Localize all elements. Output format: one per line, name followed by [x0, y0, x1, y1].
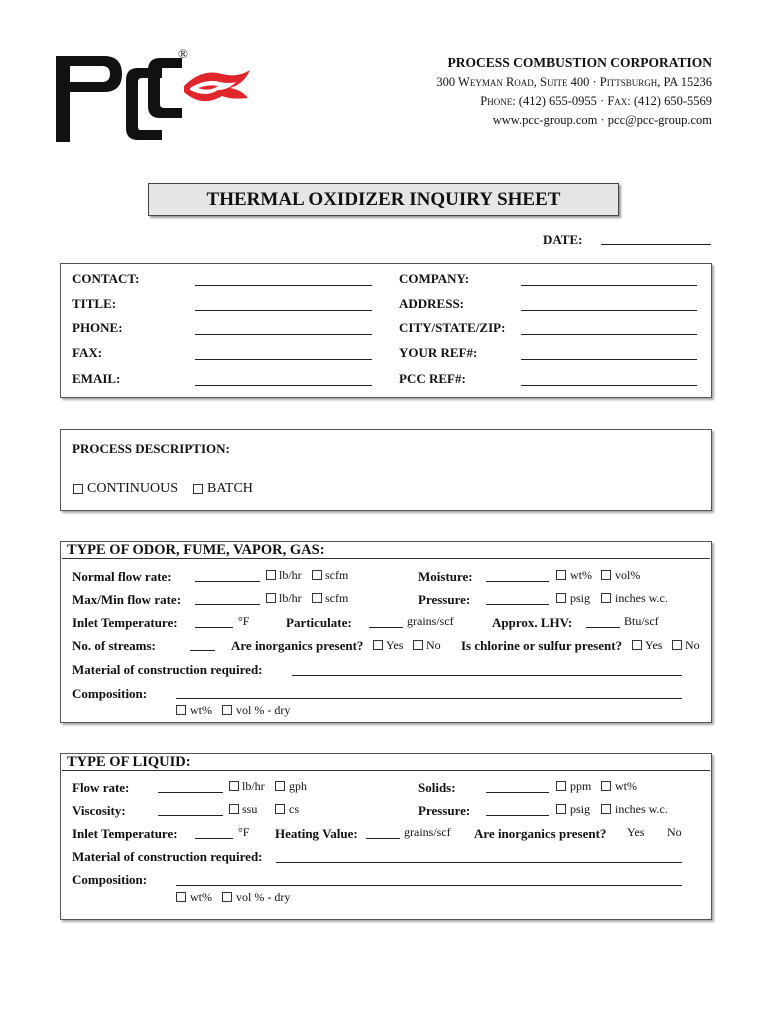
liquid-flow-field[interactable]	[158, 792, 223, 793]
chlorine-yes-label: Yes	[645, 638, 663, 652]
maxmin-scfm-label: scfm	[325, 591, 349, 605]
heating-value-label: Heating Value:	[275, 826, 358, 841]
company-phone-fax: Phone: (412) 655-0955 · Fax: (412) 650-5569	[480, 94, 712, 108]
gas-inorganics-yes-checkbox[interactable]	[373, 640, 383, 650]
form-title: THERMAL OXIDIZER INQUIRY SHEET	[206, 189, 561, 210]
liquid-composition-field[interactable]	[176, 885, 682, 886]
liquid-flow-label: Flow rate:	[72, 780, 130, 795]
liquid-psig-checkbox[interactable]	[556, 804, 566, 814]
chlorine-no-checkbox[interactable]	[672, 640, 682, 650]
maxmin-lbhr-label: lb/hr	[279, 591, 302, 605]
particulate-field[interactable]	[369, 627, 403, 628]
solids-label: Solids:	[418, 780, 456, 795]
fax-label: FAX:	[72, 345, 103, 360]
gas-pressure-label: Pressure:	[418, 592, 471, 607]
continuous-label: CONTINUOUS	[87, 481, 178, 496]
particulate-label: Particulate:	[286, 615, 352, 630]
gas-comp-wt-checkbox[interactable]	[176, 705, 186, 715]
lhv-unit: Btu/scf	[624, 614, 659, 628]
gas-material-label: Material of construction required:	[72, 662, 263, 677]
city-label: CITY/STATE/ZIP:	[399, 320, 506, 335]
liquid-comp-vol-label: vol % - dry	[236, 890, 291, 904]
gas-inches-checkbox[interactable]	[601, 593, 611, 603]
pcc-ref-field[interactable]	[521, 385, 697, 386]
gas-psig-label: psig	[570, 591, 591, 605]
form-title-bar	[148, 183, 619, 216]
gas-inorganics-no-label: No	[426, 638, 441, 652]
streams-field[interactable]	[190, 650, 215, 651]
liquid-inches-label: inches w.c.	[615, 802, 668, 816]
gas-comp-vol-label: vol % - dry	[236, 703, 291, 717]
date-field[interactable]	[601, 244, 711, 245]
gas-material-field[interactable]	[292, 675, 682, 676]
normal-lbhr-label: lb/hr	[279, 568, 302, 582]
gas-comp-vol-checkbox[interactable]	[222, 705, 232, 715]
your-ref-label: YOUR REF#:	[399, 345, 478, 360]
maxmin-flow-label: Max/Min flow rate:	[72, 592, 182, 607]
liquid-lbhr-checkbox[interactable]	[229, 781, 239, 791]
solids-ppm-checkbox[interactable]	[556, 781, 566, 791]
liquid-psig-label: psig	[570, 802, 591, 816]
batch-checkbox[interactable]	[193, 484, 203, 494]
company-web-email: www.pcc-group.com · pcc@pcc-group.com	[492, 113, 712, 127]
heating-value-field[interactable]	[366, 838, 400, 839]
fax-field[interactable]	[195, 359, 372, 360]
heating-value-unit: grains/scf	[404, 825, 451, 839]
moisture-wt-checkbox[interactable]	[556, 570, 566, 580]
gas-inlet-temp-field[interactable]	[195, 627, 233, 628]
date-label: DATE:	[543, 232, 583, 247]
title-label: TITLE:	[72, 296, 117, 311]
normal-flow-label: Normal flow rate:	[72, 569, 172, 584]
liquid-material-field[interactable]	[276, 862, 682, 863]
gas-composition-field[interactable]	[176, 698, 682, 699]
liquid-deg-f: °F	[238, 825, 250, 839]
liquid-lbhr-label: lb/hr	[242, 779, 265, 793]
liquid-pressure-field[interactable]	[486, 815, 549, 816]
particulate-unit: grains/scf	[407, 614, 454, 628]
maxmin-scfm-checkbox[interactable]	[312, 593, 322, 603]
liquid-comp-vol-checkbox[interactable]	[222, 892, 232, 902]
solids-ppm-label: ppm	[570, 779, 592, 793]
liquid-gph-checkbox[interactable]	[275, 781, 285, 791]
title-field[interactable]	[195, 310, 372, 311]
batch-label: BATCH	[207, 481, 253, 496]
liquid-comp-wt-label: wt%	[190, 890, 212, 904]
your-ref-field[interactable]	[521, 359, 697, 360]
address-label: ADDRESS:	[399, 296, 465, 311]
city-field[interactable]	[521, 334, 697, 335]
moisture-vol-label: vol%	[615, 568, 641, 582]
email-label: EMAIL:	[72, 371, 121, 386]
viscosity-cs-checkbox[interactable]	[275, 804, 285, 814]
maxmin-lbhr-checkbox[interactable]	[266, 593, 276, 603]
gas-inorganics-label: Are inorganics present?	[231, 638, 364, 653]
solids-field[interactable]	[486, 792, 549, 793]
viscosity-ssu-checkbox[interactable]	[229, 804, 239, 814]
phone-label: PHONE:	[72, 320, 123, 335]
solids-wt-checkbox[interactable]	[601, 781, 611, 791]
company-logo	[52, 46, 252, 146]
liquid-inorganics-label: Are inorganics present?	[474, 826, 607, 841]
liquid-inlet-temp-field[interactable]	[195, 838, 233, 839]
moisture-field[interactable]	[486, 581, 549, 582]
gas-deg-f: °F	[238, 614, 250, 628]
viscosity-ssu-label: ssu	[242, 802, 258, 816]
gas-inlet-temp-label: Inlet Temperature:	[72, 615, 178, 630]
company-field[interactable]	[521, 285, 697, 286]
normal-lbhr-checkbox[interactable]	[266, 570, 276, 580]
viscosity-field[interactable]	[158, 815, 223, 816]
liquid-inches-checkbox[interactable]	[601, 804, 611, 814]
liquid-pressure-label: Pressure:	[418, 803, 471, 818]
gas-pressure-field[interactable]	[486, 604, 549, 605]
gas-comp-wt-label: wt%	[190, 703, 212, 717]
gas-inches-label: inches w.c.	[615, 591, 668, 605]
moisture-vol-checkbox[interactable]	[601, 570, 611, 580]
chlorine-label: Is chlorine or sulfur present?	[461, 638, 623, 653]
liquid-gph-label: gph	[289, 779, 307, 793]
continuous-checkbox[interactable]	[73, 484, 83, 494]
lhv-field[interactable]	[586, 627, 620, 628]
liquid-inlet-temp-label: Inlet Temperature:	[72, 826, 178, 841]
chlorine-yes-checkbox[interactable]	[632, 640, 642, 650]
chlorine-no-label: No	[685, 638, 700, 652]
gas-composition-label: Composition:	[72, 686, 148, 701]
normal-scfm-checkbox[interactable]	[312, 570, 322, 580]
normal-scfm-label: scfm	[325, 568, 349, 582]
gas-inorganics-yes-label: Yes	[386, 638, 404, 652]
company-address: 300 Weyman Road, Suite 400 · Pittsburgh, PA 15236	[436, 75, 712, 89]
viscosity-label: Viscosity:	[72, 803, 126, 818]
contact-field[interactable]	[195, 285, 372, 286]
liquid-material-label: Material of construction required:	[72, 849, 263, 864]
company-label: COMPANY:	[399, 271, 470, 286]
phone-field[interactable]	[195, 334, 372, 335]
streams-label: No. of streams:	[72, 638, 156, 653]
contact-section	[60, 263, 712, 398]
pcc-logo-graphic	[52, 50, 252, 146]
liquid-comp-wt-checkbox[interactable]	[176, 892, 186, 902]
maxmin-flow-field[interactable]	[195, 604, 260, 605]
liquid-composition-label: Composition:	[72, 872, 148, 887]
gas-heading: TYPE OF ODOR, FUME, VAPOR, GAS:	[67, 542, 325, 558]
gas-inorganics-no-checkbox[interactable]	[413, 640, 423, 650]
liquid-heading: TYPE OF LIQUID:	[67, 754, 191, 770]
address-field[interactable]	[521, 310, 697, 311]
viscosity-cs-label: cs	[289, 802, 299, 816]
company-name: PROCESS COMBUSTION CORPORATION	[447, 55, 712, 70]
contact-label: CONTACT:	[72, 271, 140, 286]
moisture-wt-label: wt%	[570, 568, 592, 582]
solids-wt-label: wt%	[615, 779, 637, 793]
process-title: PROCESS DESCRIPTION:	[72, 441, 230, 456]
normal-flow-field[interactable]	[195, 581, 260, 582]
gas-psig-checkbox[interactable]	[556, 593, 566, 603]
pcc-ref-label: PCC REF#:	[399, 371, 466, 386]
registered-mark: ®	[178, 46, 188, 61]
liquid-inorganics-no[interactable]: No	[667, 825, 682, 839]
moisture-label: Moisture:	[418, 569, 473, 584]
lhv-label: Approx. LHV:	[492, 615, 573, 630]
email-field[interactable]	[195, 385, 372, 386]
liquid-inorganics-yes[interactable]: Yes	[627, 825, 645, 839]
